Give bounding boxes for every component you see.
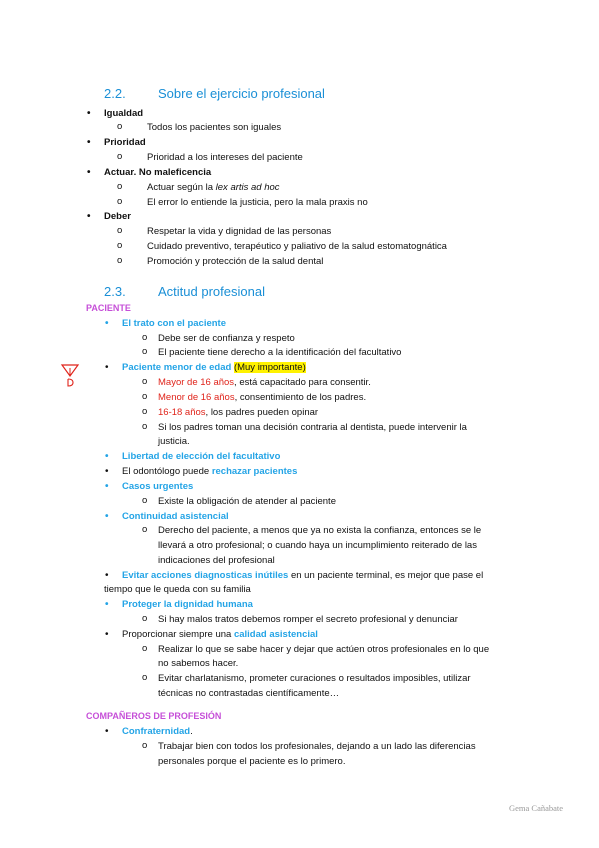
list-item: o El error lo entiende la justicia, pero la mala praxis no (147, 195, 368, 210)
text: , está capacitado para consentir. (234, 377, 371, 388)
list-item-continued: personales porque el paciente es lo primero. (158, 756, 346, 767)
list-item: • El trato con el paciente (122, 316, 226, 331)
list-item: • Proteger la dignidad humana (122, 597, 253, 612)
text: , consentimiento de los padres. (234, 392, 367, 403)
list-item: o Prioridad a los intereses del paciente (147, 150, 303, 165)
text: en un paciente terminal, es mejor que pase el (288, 570, 484, 581)
text: El odontólogo puede (122, 466, 212, 477)
list-item: o Si hay malos tratos debemos romper el secreto profesional y denunciar (158, 612, 458, 627)
list-item (122, 464, 297, 479)
list-item: o Existe la obligación de atender al paciente (158, 494, 336, 509)
list-item: • Continuidad asistencial (122, 509, 229, 524)
list-item (158, 375, 371, 390)
text: . (190, 726, 193, 737)
list-item: o Si los padres toman una decisión contraria al dentista, puede intervenir la (158, 420, 467, 435)
list-item (122, 627, 318, 642)
list-item (158, 390, 366, 405)
footer-author: Gema Cañabate (509, 803, 564, 813)
list-item: • Igualdad (104, 106, 143, 121)
text: , los padres pueden opinar (205, 407, 319, 418)
list-item-continued: justicia. (158, 436, 190, 447)
section-title: Actitud profesional (158, 284, 265, 299)
blue-text: calidad asistencial (233, 629, 318, 640)
list-item: o El paciente tiene derecho a la identificación del facultativo (158, 345, 401, 360)
red-text: 16-18 años (158, 407, 206, 418)
text: Paciente menor de edad (122, 362, 232, 373)
list-item: o Derecho del paciente, a menos que ya no exista la confianza, entonces se le (158, 523, 481, 538)
list-item (122, 568, 483, 583)
red-text: Mayor de 16 años (158, 377, 235, 388)
list-item-continued: no sabemos hacer. (158, 658, 239, 669)
list-item (122, 724, 193, 739)
subsection-label: COMPAÑEROS DE PROFESIÓN (86, 711, 222, 721)
section-number: 2.2. (104, 86, 126, 101)
highlighted-text: (Muy importante) (233, 362, 306, 373)
list-item (158, 405, 318, 420)
list-item: o Debe ser de confianza y respeto (158, 331, 295, 346)
list-item: • Deber (104, 209, 131, 224)
list-item: o Realizar lo que se sabe hacer y dejar que actúen otros profesionales en lo que (158, 642, 489, 657)
list-item-continued: llevará a otro profesional; o cuando haya un incumplimiento reiterado de las (158, 540, 477, 551)
list-item-continued: técnicas no contrastadas científicamente… (158, 688, 340, 699)
list-item-continued: tiempo que le queda con su familia (104, 584, 251, 595)
list-item: • Casos urgentes (122, 479, 193, 494)
text: Actuar según la (147, 182, 216, 193)
list-item: o Trabajar bien con todos los profesionales, dejando a un lado las diferencias (158, 739, 476, 754)
list-item (147, 180, 280, 195)
list-item: • Libertad de elección del facultativo (122, 449, 280, 464)
section-number: 2.3. (104, 284, 126, 299)
list-item-continued: indicaciones del profesional (158, 555, 275, 566)
italic-text: lex artis ad hoc (215, 182, 280, 193)
list-item: o Promoción y protección de la salud dental (147, 254, 323, 269)
list-item: • Prioridad (104, 135, 146, 150)
section-title: Sobre el ejercicio profesional (158, 86, 325, 101)
blue-text: Confraternidad (122, 726, 191, 737)
list-item: o Respetar la vida y dignidad de las personas (147, 224, 331, 239)
red-text: Menor de 16 años (158, 392, 235, 403)
subsection-label: PACIENTE (86, 303, 131, 313)
list-item (122, 360, 306, 375)
list-item: o Evitar charlatanismo, prometer curaciones o resultados imposibles, utilizar (158, 671, 471, 686)
text: Proporcionar siempre una (122, 629, 234, 640)
annotation-mark-icon (60, 362, 80, 388)
blue-text: rechazar pacientes (211, 466, 298, 477)
list-item: o Todos los pacientes son iguales (147, 120, 281, 135)
list-item: o Cuidado preventivo, terapéutico y paliativo de la salud estomatognática (147, 239, 447, 254)
list-item: • Actuar. No maleficencia (104, 165, 211, 180)
blue-text: Evitar acciones diagnosticas inútiles (122, 570, 289, 581)
